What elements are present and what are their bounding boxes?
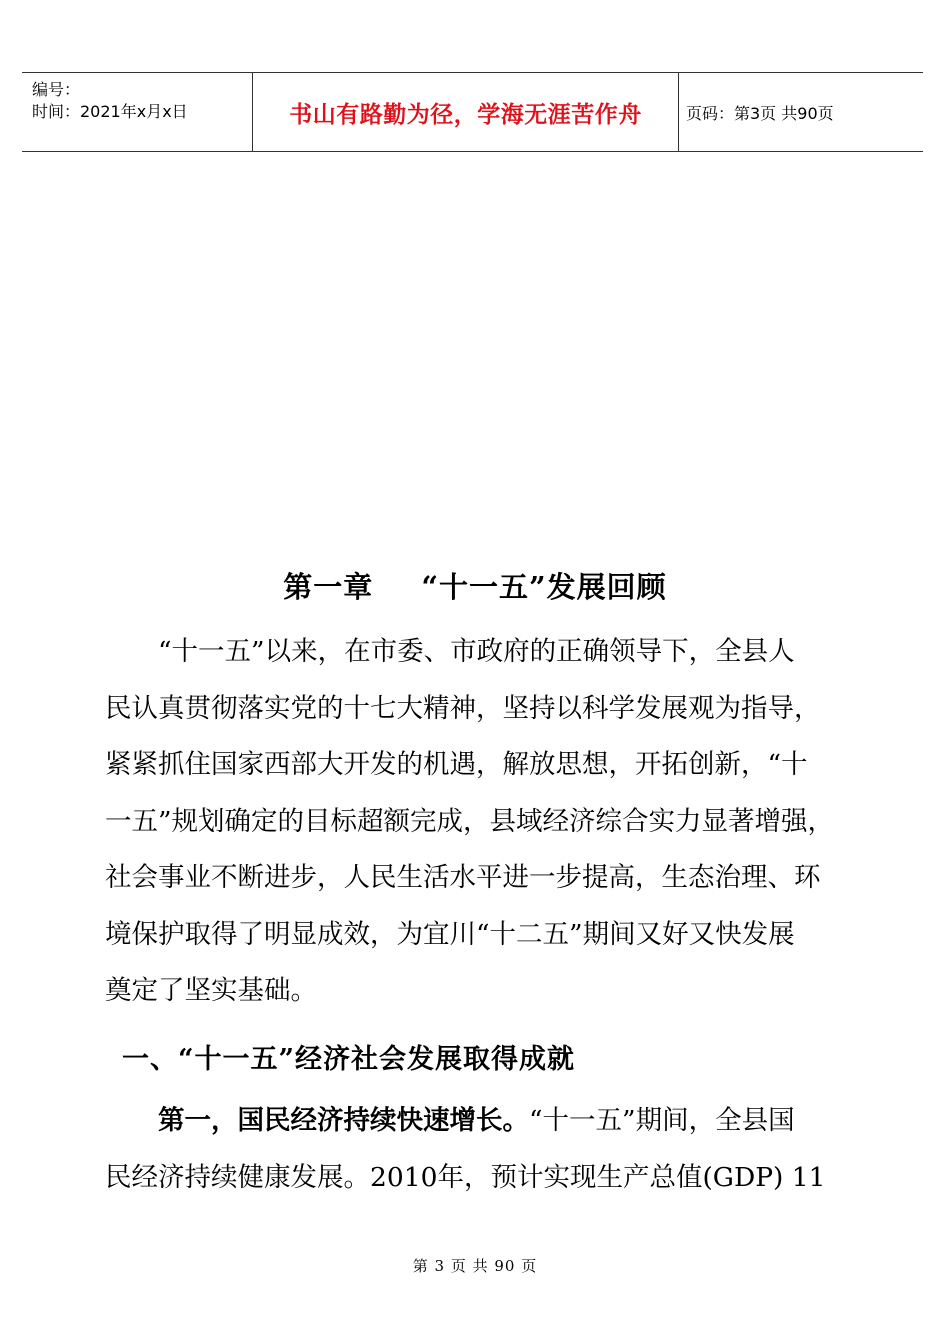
page-footer: 第 3 页 共 90 页	[412, 1257, 538, 1275]
paragraph-line: 奠定了坚实基础。	[105, 975, 317, 1006]
date-label: 时间：2021年x月x日	[32, 102, 188, 121]
paragraph-line: 一五”规划确定的目标超额完成，县域经济综合实力显著增强，	[105, 805, 835, 837]
motto-text: 书山有路勤为径，学海无涯苦作舟	[289, 101, 642, 128]
header-motto-cell	[252, 73, 679, 151]
paragraph-line: 民认真贯彻落实党的十七大精神，坚持以科学发展观为指导，	[105, 692, 821, 724]
chapter-title	[0, 565, 950, 606]
lead-rest: “十一五”期间，全县国	[529, 1105, 795, 1136]
document-header	[22, 72, 923, 152]
header-meta-cell	[22, 73, 252, 151]
paragraph-line: 社会事业不断进步，人民生活水平进一步提高，生态治理、环	[105, 862, 821, 893]
paragraph-line: “十一五”以来，在市委、市政府的正确领导下，全县人	[158, 636, 795, 667]
paragraph-line: 境保护取得了明显成效，为宜川“十二五”期间又好又快发展	[105, 918, 795, 950]
page-info: 页码：第3页 共90页	[686, 103, 834, 123]
header-page-cell	[678, 73, 923, 151]
paragraph-line: 民经济持续健康发展。2010年，预计实现生产总值(GDP) 11	[105, 1161, 826, 1193]
paragraph-line	[105, 1093, 850, 1150]
chapter-name: “十一五”发展回顾	[421, 570, 667, 604]
paragraph-intro	[105, 624, 850, 1020]
chapter-number: 第一章	[283, 570, 374, 604]
paragraph-growth	[105, 1093, 850, 1206]
bold-lead: 第一，国民经济持续快速增长。	[158, 1105, 529, 1136]
section-heading: 一、“十一五”经济社会发展取得成就	[122, 1044, 576, 1075]
number-label: 编号：	[32, 80, 81, 99]
paragraph-line: 紧紧抓住国家西部大开发的机遇，解放思想，开拓创新，“十	[105, 749, 808, 780]
